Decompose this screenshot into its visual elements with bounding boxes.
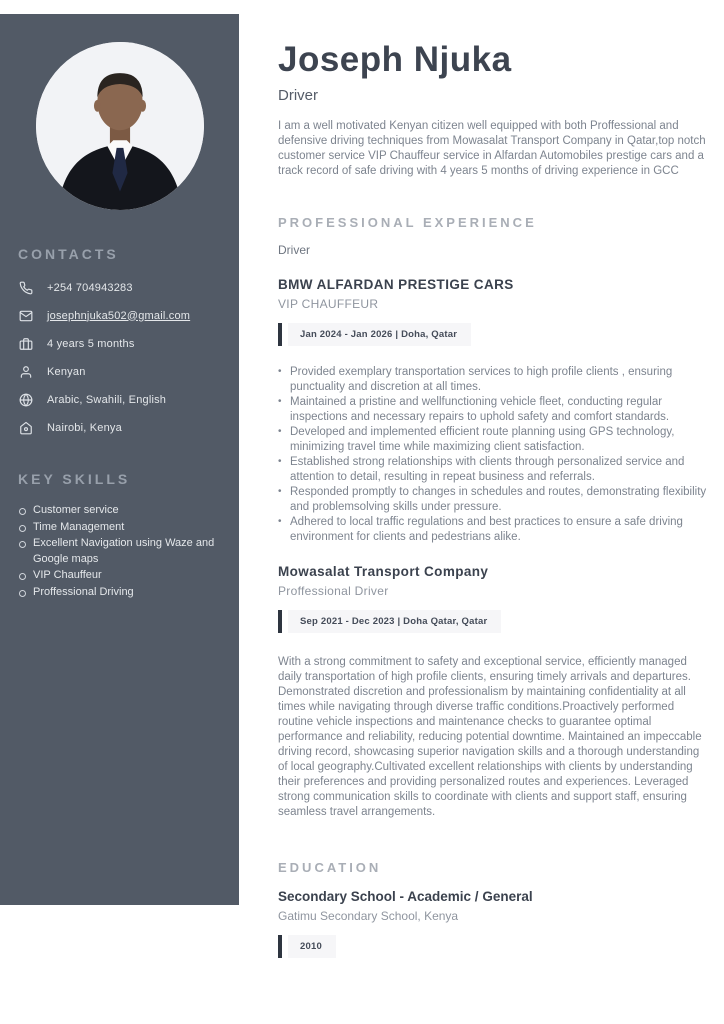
nationality-icon (18, 364, 33, 379)
contacts-heading: CONTACTS (18, 246, 119, 262)
contact-item-languages (18, 392, 221, 407)
education-section-heading: EDUCATION (278, 860, 382, 875)
badge-accent-bar (278, 323, 282, 346)
contact-item-phone (18, 280, 221, 295)
degree-name: Secondary School - Academic / General (278, 889, 533, 904)
skill-item: VIP Chauffeur (18, 568, 221, 584)
skills-list (18, 503, 221, 600)
job-description: With a strong commitment to safety and exceptional service, efficiently managed daily transportation of high profile clients, ensuring timely arrivals and departures. Demonstrated discretion and professionalism by maintaining confidentiality at all times while navigating through diverse traffic conditions.Proactively performed routine vehicle inspections and maintenance checks to guarantee optimal performance and reliability, reducing potential downtime. Maintained an impeccable driving record, showcasing superior navigation skills and a thorough understanding of local geography.Cultivated excellent relationships with clients by understanding their preferences and providing personalized routes and experiences. Leveraged strong communication skills to coordinate with clients and support staff, ensuring seamless travel arrangements. (278, 656, 702, 818)
job-bullet-list (278, 365, 708, 544)
company-name: BMW ALFARDAN PRESTIGE CARS (278, 277, 514, 292)
contact-item-location (18, 420, 221, 435)
job-bullet: • Maintained a pristine and wellfunctioning vehicle fleet, conducting regular inspections and necessary repairs to uphold safety and comfort standards. (278, 395, 708, 424)
experience-section-heading: PROFESSIONAL EXPERIENCE (278, 215, 537, 230)
contact-item-nationality (18, 364, 221, 379)
sidebar (0, 14, 239, 905)
job-role: Proffessional Driver (278, 584, 389, 598)
key-skills-heading: KEY SKILLS (18, 471, 131, 487)
location-value: Nairobi, Kenya (47, 421, 122, 434)
experience-section-subtitle: Driver (278, 243, 310, 257)
company-name: Mowasalat Transport Company (278, 564, 489, 579)
home-icon (18, 420, 33, 435)
job-bullet: • Provided exemplary transportation services to high profile clients , ensuring punctuality and discretion at all times. (278, 365, 708, 394)
job-bullet: • Developed and implemented efficient route planning using GPS technology, minimizing travel time while maximizing client satisfaction. (278, 425, 708, 454)
badge-accent-bar (278, 610, 282, 633)
contact-item-experience (18, 336, 221, 351)
briefcase-icon (18, 336, 33, 351)
job-entry (278, 564, 708, 820)
languages-value: Arabic, Swahili, English (47, 393, 167, 406)
profile-photo (36, 42, 204, 210)
date-location-badge (278, 323, 471, 346)
skill-item: Time Management (18, 520, 221, 536)
education-year-badge (278, 935, 336, 958)
candidate-name: Joseph Njuka (278, 40, 512, 79)
date-location-badge (278, 610, 501, 633)
job-bullet: • Responded promptly to changes in schedules and routes, demonstrating flexibility and problemsolving skills under pressure. (278, 485, 708, 514)
school-name: Gatimu Secondary School, Kenya (278, 909, 459, 923)
nationality-value: Kenyan (47, 365, 86, 378)
education-entry (278, 889, 708, 963)
badge-text: 2010 (288, 935, 336, 958)
phone-icon (18, 280, 33, 295)
contact-item-email (18, 308, 221, 323)
candidate-title: Driver (278, 87, 318, 104)
contact-list (18, 280, 221, 435)
job-bullet: • Adhered to local traffic regulations and best practices to ensure a safe driving environment for clients and pedestrians alike. (278, 515, 708, 544)
email-icon (18, 308, 33, 323)
badge-accent-bar (278, 935, 282, 958)
language-icon (18, 392, 33, 407)
job-bullet: • Established strong relationships with clients through personalized service and attention to detail, resulting in repeat business and referrals. (278, 455, 708, 484)
experience-duration-value: 4 years 5 months (47, 337, 135, 350)
badge-text: Sep 2021 - Dec 2023 | Doha Qatar, Qatar (288, 610, 501, 633)
profile-photo-illustration (36, 42, 204, 210)
skill-item: Customer service (18, 503, 221, 519)
profile-summary: I am a well motivated Kenyan citizen well equipped with both Proffessional and defensive driving techniques from Mowasalat Transport Company in Qatar,top notch customer service VIP Chauffeur service in Alfardan Automobiles prestige cars and a track record of safe driving with 4 years 5 months of driving experience in GCC (278, 120, 706, 177)
email-link[interactable]: josephnjuka502@gmail.com (47, 309, 191, 322)
phone-value: +254 704943283 (47, 281, 133, 294)
skill-item: Excellent Navigation using Waze and Google maps (18, 536, 221, 567)
main-content (278, 40, 708, 963)
job-entry (278, 277, 708, 544)
badge-text: Jan 2024 - Jan 2026 | Doha, Qatar (288, 323, 471, 346)
skill-item: Proffessional Driving (18, 585, 221, 601)
job-role: VIP CHAUFFEUR (278, 297, 379, 311)
